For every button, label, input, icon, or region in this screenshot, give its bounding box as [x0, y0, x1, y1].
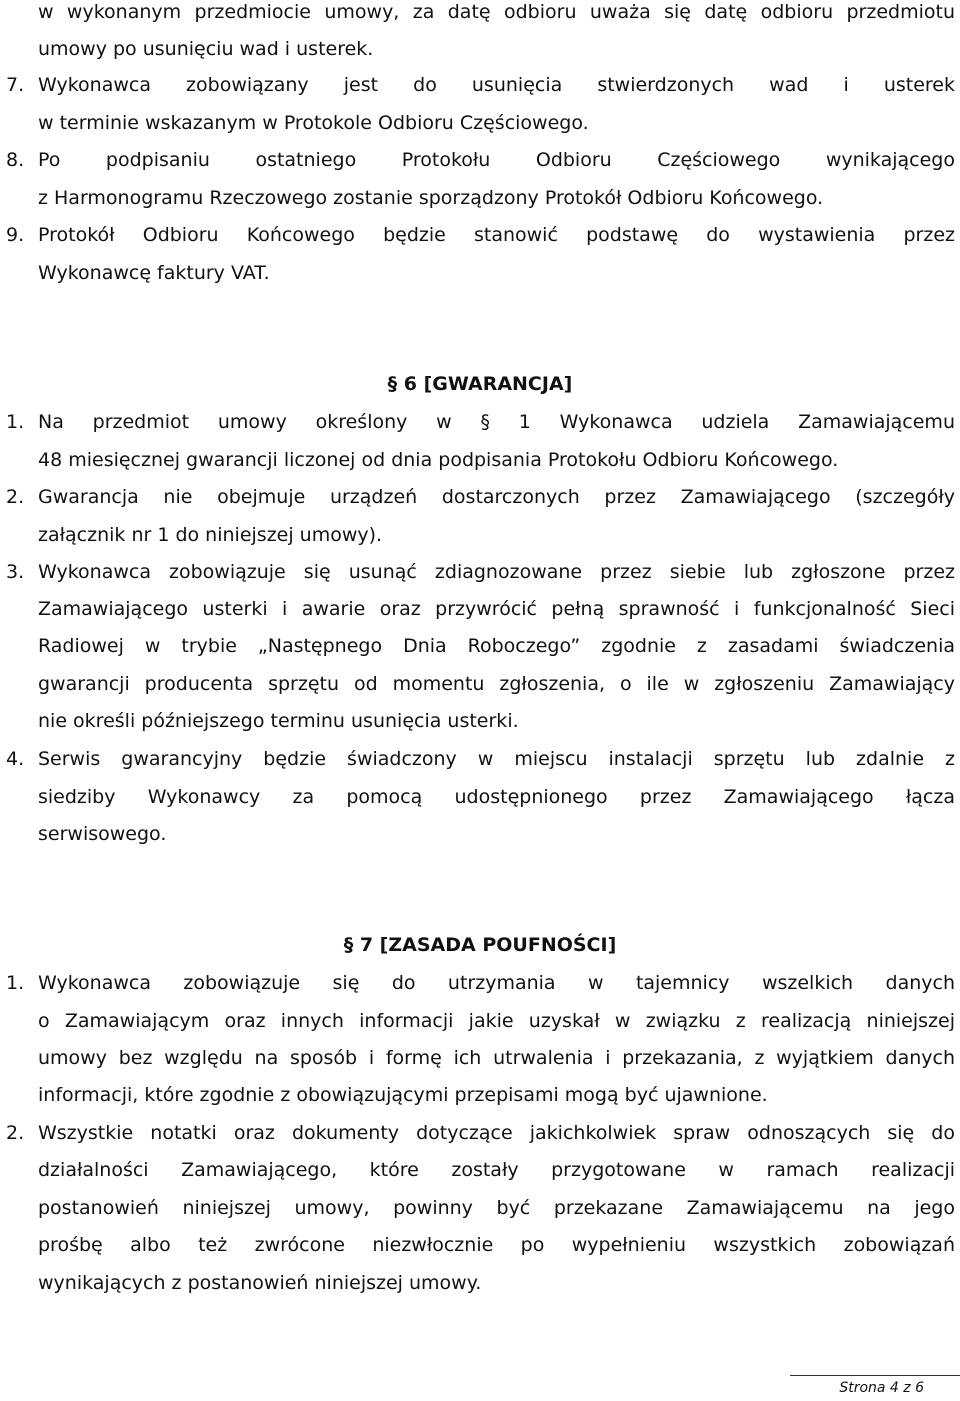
paragraph-line: umowy po usunięciu wad i usterek.	[38, 38, 374, 60]
item-number: 9.	[6, 224, 25, 246]
paragraph-line: Na przedmiot umowy określony w § 1 Wykonawca udziela Zamawiającemu	[38, 411, 955, 433]
paragraph-line: Wszystkie notatki oraz dokumenty dotyczące jakichkolwiek spraw odnoszących się do	[38, 1122, 955, 1144]
paragraph-line: Wykonawca zobowiązuje się do utrzymania w tajemnicy wszelkich danych	[38, 972, 955, 994]
section-heading: § 6 [GWARANCJA]	[387, 373, 573, 395]
item-number: 7.	[6, 74, 25, 96]
paragraph-line: załącznik nr 1 do niniejszej umowy).	[38, 524, 383, 546]
item-number: 2.	[6, 486, 25, 508]
paragraph-line: Wykonawca zobowiązany jest do usunięcia stwierdzonych wad i usterek	[38, 74, 955, 96]
item-number: 1.	[6, 411, 25, 433]
footer-divider	[790, 1375, 960, 1376]
paragraph-line: postanowień niniejszej umowy, powinny być przekazane Zamawiającemu na jego	[38, 1197, 955, 1219]
paragraph-line: o Zamawiającym oraz innych informacji jakie uzyskał w związku z realizacją niniejszej	[38, 1010, 955, 1032]
paragraph-line: siedziby Wykonawcy za pomocą udostępnionego przez Zamawiającego łącza	[38, 786, 955, 808]
paragraph-line: działalności Zamawiającego, które zostały przygotowane w ramach realizacji	[38, 1159, 955, 1181]
item-number: 3.	[6, 561, 25, 583]
paragraph-line: Wykonawca zobowiązuje się usunąć zdiagnozowane przez siebie lub zgłoszone przez	[38, 561, 955, 583]
item-number: 8.	[6, 149, 25, 171]
paragraph-line: gwarancji producenta sprzętu od momentu zgłoszenia, o ile w zgłoszeniu Zamawiający	[38, 673, 955, 695]
paragraph-line: Serwis gwarancyjny będzie świadczony w miejscu instalacji sprzętu lub zdalnie z	[38, 748, 955, 770]
paragraph-line: Po podpisaniu ostatniego Protokołu Odbioru Częściowego wynikającego	[38, 149, 955, 171]
paragraph-line: nie określi późniejszego terminu usunięcia usterki.	[38, 710, 519, 732]
paragraph-line: w terminie wskazanym w Protokole Odbioru Częściowego.	[38, 112, 589, 134]
paragraph-line: Wykonawcę faktury VAT.	[38, 262, 270, 284]
paragraph-line: z Harmonogramu Rzeczowego zostanie sporządzony Protokół Odbioru Końcowego.	[38, 187, 824, 209]
paragraph-line: serwisowego.	[38, 823, 167, 845]
page-number: Strona 4 z 6	[839, 1380, 924, 1396]
paragraph-line: Radiowej w trybie „Następnego Dnia Roboczego” zgodnie z zasadami świadczenia	[38, 635, 955, 657]
paragraph-line: informacji, które zgodnie z obowiązującymi przepisami mogą być ujawnione.	[38, 1084, 768, 1106]
paragraph-line: w wykonanym przedmiocie umowy, za datę odbioru uważa się datę odbioru przedmiotu	[38, 1, 955, 23]
paragraph-line: 48 miesięcznej gwarancji liczonej od dnia podpisania Protokołu Odbioru Końcowego.	[38, 449, 839, 471]
item-number: 4.	[6, 748, 25, 770]
paragraph-line: umowy bez względu na sposób i formę ich utrwalenia i przekazania, z wyjątkiem danych	[38, 1047, 955, 1069]
item-number: 1.	[6, 972, 25, 994]
paragraph-line: Protokół Odbioru Końcowego będzie stanowić podstawę do wystawienia przez	[38, 224, 955, 246]
item-number: 2.	[6, 1122, 25, 1144]
paragraph-line: Gwarancja nie obejmuje urządzeń dostarczonych przez Zamawiającego (szczegóły	[38, 486, 955, 508]
paragraph-line: Zamawiającego usterki i awarie oraz przywrócić pełną sprawność i funkcjonalność Sieci	[38, 598, 955, 620]
paragraph-line: wynikających z postanowień niniejszej umowy.	[38, 1272, 482, 1294]
section-heading: § 7 [ZASADA POUFNOŚCI]	[343, 934, 617, 956]
paragraph-line: prośbę albo też zwrócone niezwłocznie po wypełnieniu wszystkich zobowiązań	[38, 1234, 955, 1256]
